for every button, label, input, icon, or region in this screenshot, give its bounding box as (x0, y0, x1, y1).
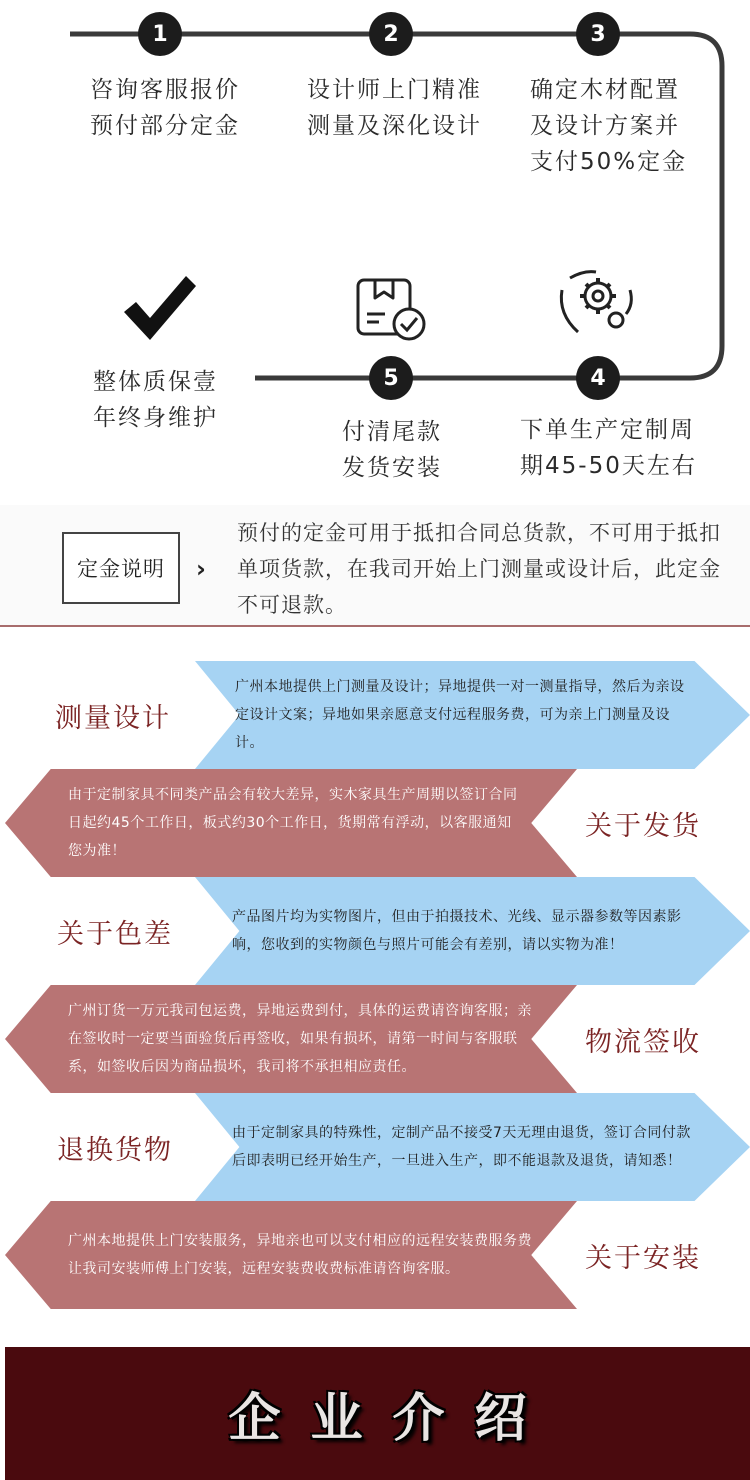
step-4-line-1: 下单生产定制周 (520, 417, 695, 443)
step-5-number: 5 (369, 356, 413, 400)
chevron-right-icon: › (196, 555, 206, 583)
step-3-number: 3 (576, 12, 620, 56)
step-1-line-1: 咨询客服报价 (90, 77, 240, 103)
company-intro-banner (5, 1347, 750, 1480)
step-5-line-2: 发货安装 (342, 455, 442, 481)
policy-color-difference (0, 877, 750, 985)
deposit-text: 预付的定金可用于抵扣合同总货款，不可用于抵扣单项货款，在我司开始上门测量或设计后，此定金不可退款。 (237, 521, 721, 617)
company-intro-title: 企业介绍 (228, 1389, 557, 1449)
gears-hand-icon (556, 270, 636, 342)
step-4-line-2: 期45-50天左右 (520, 453, 697, 479)
policy-installation (0, 1201, 750, 1309)
step-2-line-2: 测量及深化设计 (307, 113, 482, 139)
step-5-text (342, 414, 442, 486)
policy-text: 广州本地提供上门安装服务，异地亲也可以支付相应的远程安装费服务费让我司安装师傅上门安装，远程安装费收费标准请咨询客服。 (68, 1233, 532, 1277)
step-2-number: 2 (369, 12, 413, 56)
package-check-icon (355, 276, 429, 342)
policy-text: 广州本地提供上门测量及设计；异地提供一对一测量指导，然后为亲设定设计文案；异地如果亲愿意支付远程服务费，可为亲上门测量及设计。 (235, 679, 685, 751)
policy-shipping (0, 769, 750, 877)
policy-title: 关于色差 (57, 918, 173, 950)
step-3-line-3: 支付50%定金 (530, 149, 688, 175)
step-4-text (520, 412, 697, 484)
step-1-text (90, 72, 240, 144)
policy-title: 关于发货 (585, 810, 701, 842)
policy-returns (0, 1093, 750, 1201)
step-2-line-1: 设计师上门精准 (307, 77, 482, 103)
step-3-text (530, 72, 687, 180)
warranty-line-1: 整体质保壹 (93, 369, 218, 395)
step-5-line-1: 付清尾款 (342, 419, 442, 445)
step-2-text (307, 72, 482, 144)
warranty-line-2: 年终身维护 (93, 405, 218, 431)
warranty-text (93, 364, 218, 436)
deposit-note (0, 505, 750, 625)
policy-title: 退换货物 (57, 1134, 173, 1166)
step-4-number: 4 (576, 356, 620, 400)
section-divider (0, 625, 750, 627)
policy-measure-design (0, 661, 750, 769)
step-3-line-2: 及设计方案并 (530, 113, 680, 139)
step-1-line-2: 预付部分定金 (90, 113, 240, 139)
policy-text: 由于定制家具的特殊性，定制产品不接受7天无理由退货，签订合同付款后即表明已经开始生产，一旦进入生产，即不能退款及退货，请知悉！ (232, 1125, 691, 1169)
step-3-line-1: 确定木材配置 (530, 77, 680, 103)
policy-title: 物流签收 (585, 1026, 701, 1058)
policy-text: 产品图片均为实物图片，但由于拍摄技术、光线、显示器参数等因素影响，您收到的实物颜色与照片可能会有差别，请以实物为准！ (232, 909, 682, 953)
process-flow (0, 0, 750, 500)
deposit-label: 定金说明 (62, 532, 180, 604)
policy-text: 由于定制家具不同类产品会有较大差异，实木家具生产周期以签订合同日起约45个工作日，板式约30个工作日，货期常有浮动，以客服通知您为准！ (68, 787, 518, 859)
step-1-number: 1 (138, 12, 182, 56)
policy-text: 广州订货一万元我司包运费，异地运费到付，具体的运费请咨询客服；亲在签收时一定要当面验货后再签收，如果有损坏，请第一时间与客服联系，如签收后因为商品损坏，我司将不承担相应责任。 (68, 1003, 532, 1075)
checkmark-icon (120, 272, 200, 344)
policy-logistics-signoff (0, 985, 750, 1093)
policy-title: 测量设计 (55, 702, 171, 734)
policy-title: 关于安装 (585, 1242, 701, 1274)
